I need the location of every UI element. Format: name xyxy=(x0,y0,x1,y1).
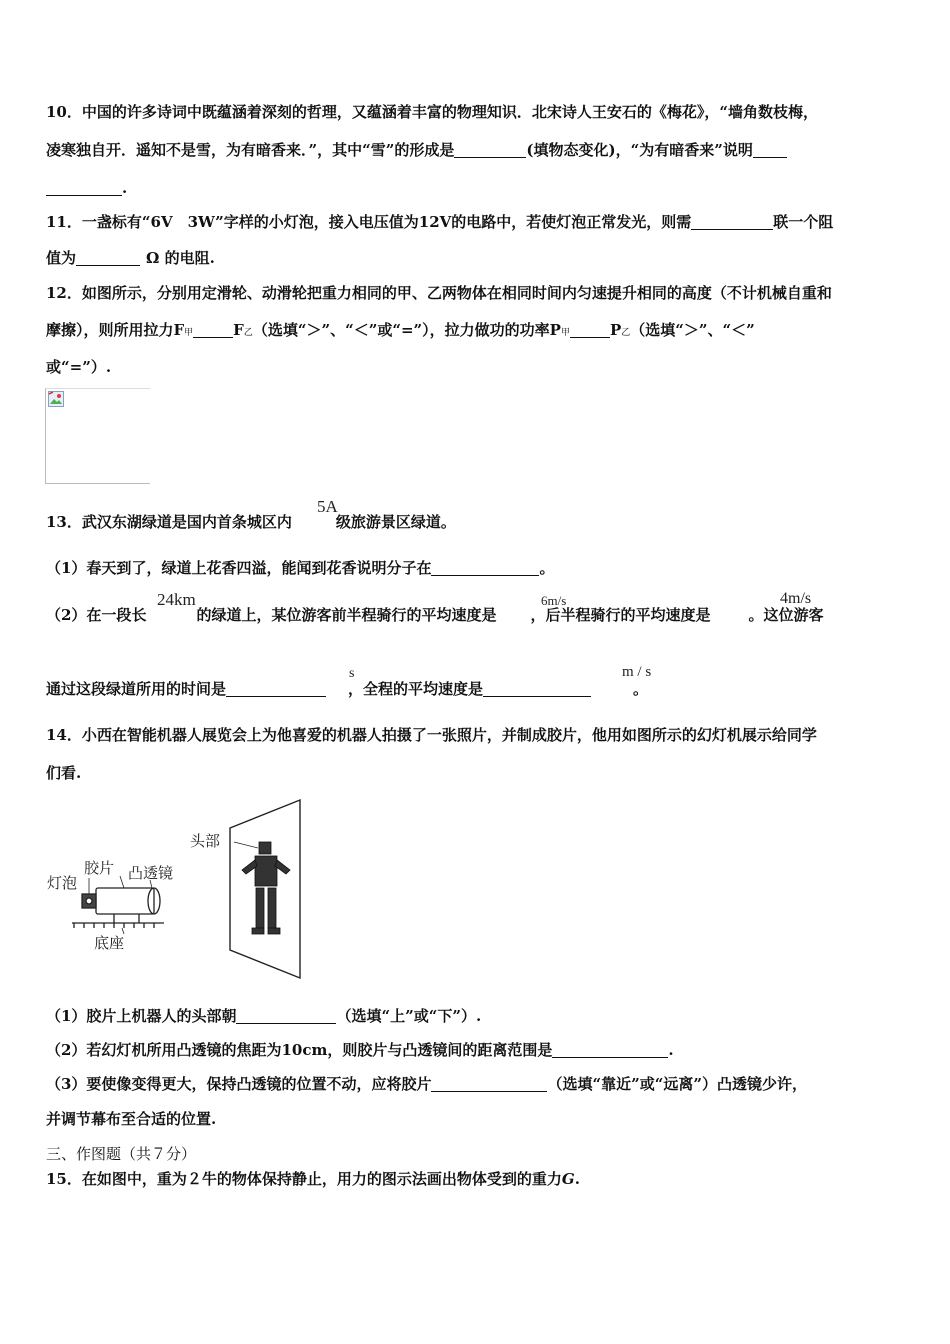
q13-p2-text-b: 的绿道上，某位游客前半程骑行的平均速度是 xyxy=(196,606,497,624)
q13-p2-text-c: ，后半程骑行的平均速度是 xyxy=(530,606,711,624)
label-lens: 凸透镜 xyxy=(128,866,174,882)
label-film: 胶片 xyxy=(84,861,115,877)
q13-blank-time[interactable] xyxy=(226,682,326,697)
q12-line2 xyxy=(46,320,755,343)
label-base: 底座 xyxy=(94,936,125,952)
q13-p1-end: 。 xyxy=(539,559,555,577)
q10-end: . xyxy=(122,179,128,197)
q14-line1: 14．小西在智能机器人展览会上为他喜爱的机器人拍摄了一张照片，并制成胶片，他用如图所示的幻灯机展示给同学 xyxy=(46,726,817,744)
q12-text-b: （选填“＞”、“＜”或“=”），拉力做功的功率P xyxy=(252,321,561,339)
q14-p1 xyxy=(46,1006,481,1026)
q14-p4: 并调节幕布至合适的位置. xyxy=(46,1110,217,1128)
q12-line3: 或“=”）. xyxy=(46,358,112,376)
q11-blank-2[interactable] xyxy=(76,251,140,266)
section-title: 三、作图题（共７分） xyxy=(46,1145,197,1163)
q14-blank-2[interactable] xyxy=(552,1043,668,1058)
q15-text: 15．在如图中，重为２牛的物体保持静止，用力的图示法画出物体受到的重力 xyxy=(46,1170,562,1188)
label-head: 头部 xyxy=(190,834,221,850)
q15-line xyxy=(46,1169,580,1189)
q15-symbol: G xyxy=(561,1170,575,1188)
q10-line2 xyxy=(46,140,787,160)
q10-blank-1[interactable] xyxy=(454,143,526,158)
q12-text-c: （选填“＞”、“＜” xyxy=(630,321,755,339)
q13-v2: 4m/s xyxy=(780,590,812,607)
projector-icon xyxy=(72,876,164,934)
q10-text-a: 凌寒独自开．遥知不是雪，为有暗香来．”，其中“雪”的形成是 xyxy=(46,141,455,159)
q13-v1: 6m/s xyxy=(541,593,567,608)
q12-text-a: 摩擦），则所用拉力F xyxy=(46,321,185,339)
q12-blank-power[interactable] xyxy=(570,323,610,338)
q10-blank-2b[interactable] xyxy=(46,181,122,196)
q13-p3-text-a: 通过这段绿道所用的时间是 xyxy=(46,680,227,698)
q11-text-b: 联一个阻 xyxy=(773,213,834,231)
q12-F: F xyxy=(233,321,244,339)
q12-blank-force[interactable] xyxy=(193,323,233,338)
q14-blank-3[interactable] xyxy=(431,1077,547,1092)
q13-p1 xyxy=(46,558,554,578)
q12-line1: 12．如图所示，分别用定滑轮、动滑轮把重力相同的甲、乙两物体在相同时间内匀速提升相同的高度（不计机械自重和 xyxy=(46,284,832,302)
broken-image-icon xyxy=(48,391,64,407)
q14-p2-text-a: （2）若幻灯机所用凸透镜的焦距为10cm，则胶片与凸透镜间的距离范围是 xyxy=(46,1041,553,1059)
q14-p3 xyxy=(46,1074,807,1094)
q12-sub-jia-1: 甲 xyxy=(184,328,194,338)
q12-sub-jia-2: 甲 xyxy=(560,328,570,338)
screen-icon xyxy=(230,800,300,978)
q10-line3 xyxy=(46,178,127,198)
robot-image-icon xyxy=(242,842,290,934)
projector-figure xyxy=(44,798,314,983)
q10-line1: 10．中国的许多诗词中既蕴涵着深刻的哲理，又蕴涵着丰富的物理知识．北宋诗人王安石的《梅花》，“墙角数枝梅， xyxy=(46,103,819,121)
q14-p2 xyxy=(46,1040,674,1060)
q14-p3-text-a: （3）要使像变得更大，保持凸透镜的位置不动，应将胶片 xyxy=(46,1075,432,1093)
q13-p3-end: 。 xyxy=(633,680,649,698)
q14-line2: 们看. xyxy=(46,764,82,782)
q11-line1 xyxy=(46,212,833,232)
q12-P: P xyxy=(609,321,622,339)
q12-sub-yi-1: 乙 xyxy=(243,328,253,338)
q13-unit-ms: m / s xyxy=(622,664,652,680)
q10-blank-2a[interactable] xyxy=(753,143,787,158)
q13-p3 xyxy=(46,679,648,699)
q13-blank-1[interactable] xyxy=(431,561,539,576)
q12-sub-yi-2: 乙 xyxy=(621,328,631,338)
q13-text-b: 级旅游景区绿道。 xyxy=(335,513,456,531)
q13-p2-text-d: 。这位游客 xyxy=(748,606,824,624)
q11-text-c: 值为 xyxy=(46,249,77,267)
q15-end: . xyxy=(574,1170,580,1188)
q13-length: 24km xyxy=(157,590,196,609)
q14-p1-text-b: （选填“上”或“下”）. xyxy=(336,1007,482,1025)
head-pointer-line xyxy=(234,842,258,848)
q11-text-a: 11．一盏标有“6V 3W”字样的小灯泡，接入电压值为12V的电路中，若使灯泡正常发光，则需 xyxy=(46,213,692,231)
q13-line1 xyxy=(46,512,456,532)
q12-figure-placeholder xyxy=(45,388,150,484)
q14-p3-text-b: （选填“靠近”或“远离”）凸透镜少许， xyxy=(547,1075,807,1093)
label-bulb: 灯泡 xyxy=(47,876,78,892)
q11-line2 xyxy=(46,248,215,268)
q13-p2-text-a: （2）在一段长 xyxy=(46,606,147,624)
q13-p1-text: （1）春天到了，绿道上花香四溢，能闻到花香说明分子在 xyxy=(46,559,432,577)
q14-blank-1[interactable] xyxy=(236,1009,336,1024)
q14-p2-end: . xyxy=(668,1041,674,1059)
q13-blank-speed[interactable] xyxy=(483,682,591,697)
q13-text-a: 13．武汉东湖绿道是国内首条城区内 xyxy=(46,513,292,531)
q13-unit-s: s xyxy=(349,666,355,681)
q13-grade: 5A xyxy=(317,497,338,516)
q11-blank-1[interactable] xyxy=(691,215,773,230)
q10-text-b: (填物态变化)，“为有暗香来”说明 xyxy=(526,141,753,159)
q11-text-d: Ω 的电阻. xyxy=(146,249,215,267)
q14-p1-text-a: （1）胶片上机器人的头部朝 xyxy=(46,1007,237,1025)
q13-p3-text-b: ，全程的平均速度是 xyxy=(348,680,484,698)
